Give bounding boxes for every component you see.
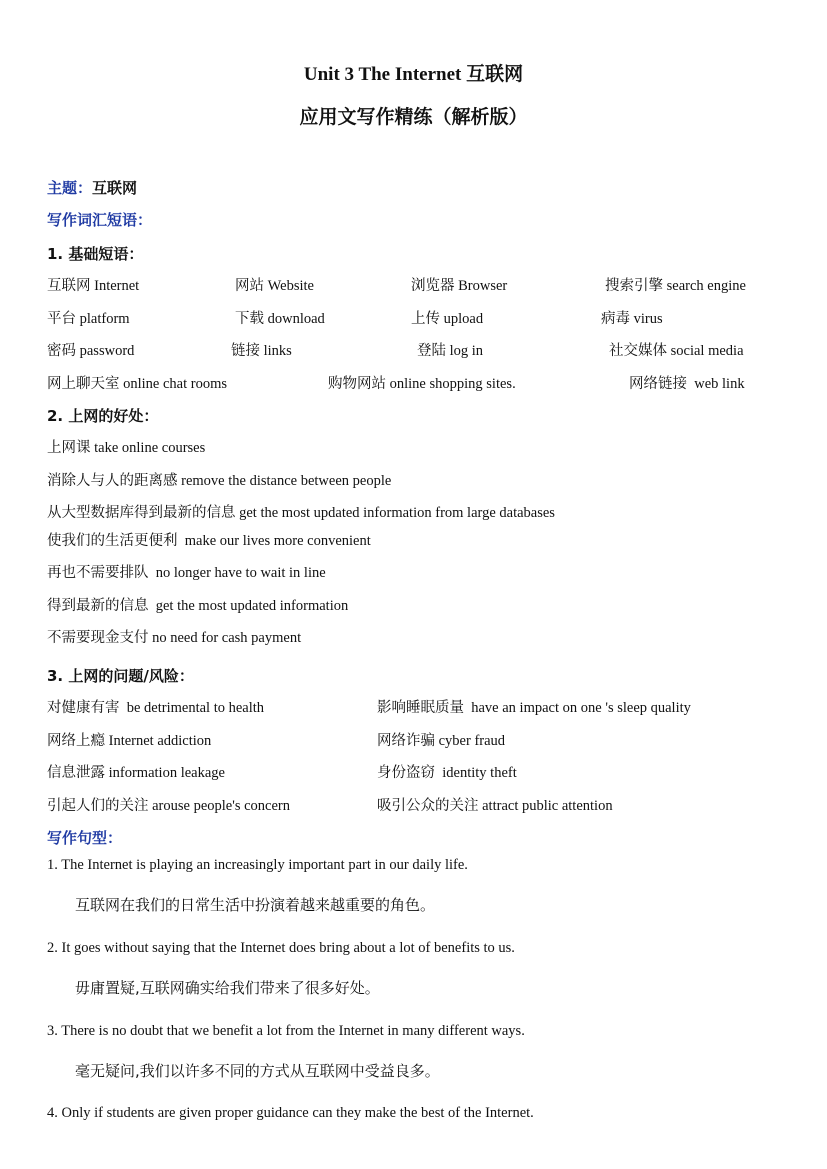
benefit-item — [47, 596, 348, 616]
phrase-zh: 引起人们的关注 — [47, 798, 149, 814]
sentence-zh: 毋庸置疑,互联网确实给我们带来了很多好处。 — [75, 979, 380, 997]
basic-phrase — [629, 374, 745, 394]
sentences-heading: 写作句型： — [47, 829, 123, 847]
document-subtitle: 应用文写作精练（解析版） — [299, 107, 528, 128]
basic-phrase — [47, 276, 139, 296]
phrase-en: no need for cash payment — [148, 630, 302, 646]
basic-phrase — [417, 341, 483, 361]
risk-phrase — [47, 796, 290, 816]
basic-phrase — [235, 309, 325, 329]
phrase-en: Browser — [454, 278, 508, 294]
phrase-en: no longer have to wait in line — [148, 565, 326, 581]
basic-phrase — [231, 341, 292, 361]
phrase-zh: 网络链接 — [629, 376, 687, 392]
basic-heading: 1. 基础短语： — [47, 245, 144, 263]
phrase-zh: 平台 — [47, 311, 76, 327]
risk-phrase — [377, 698, 691, 718]
benefit-item — [47, 628, 301, 648]
phrase-en: upload — [440, 311, 484, 327]
basic-phrase — [47, 374, 227, 394]
vocab-heading: 写作词汇短语： — [47, 211, 153, 229]
phrase-zh: 浏览器 — [411, 278, 455, 294]
phrase-en: search engine — [663, 278, 746, 294]
phrase-en: information leakage — [105, 765, 225, 781]
phrase-zh: 上网课 — [47, 440, 91, 456]
phrase-en: remove the distance between people — [177, 473, 392, 489]
document-title: Unit 3 The Internet 互联网 — [303, 64, 524, 85]
phrase-zh: 登陆 — [417, 343, 446, 359]
basic-phrase — [601, 309, 663, 329]
benefit-item — [47, 563, 326, 583]
phrase-en: log in — [446, 343, 484, 359]
phrase-en: online shopping sites. — [386, 376, 516, 392]
benefit-item — [47, 471, 391, 491]
risk-phrase — [47, 698, 264, 718]
sentence-en: 4. Only if students are given proper guidance can they make the best of the Internet. — [47, 1105, 534, 1121]
phrase-en: identity theft — [435, 765, 517, 781]
sentence-zh: 毫无疑问,我们以许多不同的方式从互联网中受益良多。 — [75, 1062, 440, 1080]
phrase-zh: 信息泄露 — [47, 765, 105, 781]
phrase-en: get the most updated information — [148, 598, 349, 614]
phrase-zh: 下载 — [235, 311, 264, 327]
phrase-en: social media — [667, 343, 744, 359]
phrase-en: take online courses — [90, 440, 206, 456]
phrase-zh: 病毒 — [601, 311, 630, 327]
phrase-en: attract public attention — [478, 798, 613, 814]
phrase-zh: 从大型数据库得到最新的信息 — [47, 505, 236, 521]
phrase-zh: 身份盗窃 — [377, 765, 435, 781]
phrase-zh: 网上聊天室 — [47, 376, 120, 392]
topic-value: 互联网 — [92, 179, 138, 197]
sentence-en: 2. It goes without saying that the Internet does bring about a lot of benefits to us. — [47, 940, 515, 956]
phrase-zh: 社交媒体 — [609, 343, 667, 359]
risk-phrase — [377, 796, 613, 816]
phrase-zh: 搜索引擎 — [605, 278, 663, 294]
phrase-zh: 购物网站 — [328, 376, 386, 392]
basic-phrase — [609, 341, 744, 361]
basic-phrase — [328, 374, 516, 394]
phrase-en: be detrimental to health — [119, 700, 265, 716]
topic-label: 主题： — [47, 179, 93, 197]
phrase-zh: 再也不需要排队 — [47, 565, 149, 581]
phrase-en: arouse people's concern — [148, 798, 291, 814]
phrase-en: Internet — [90, 278, 140, 294]
benefit-item — [47, 503, 555, 523]
phrase-en: download — [264, 311, 325, 327]
risk-phrase — [377, 763, 517, 783]
risks-heading: 3. 上网的问题/风险： — [47, 667, 194, 685]
basic-phrase — [47, 309, 130, 329]
phrase-en: Internet addiction — [105, 733, 212, 749]
risk-phrase — [47, 763, 225, 783]
basic-phrase — [47, 341, 134, 361]
phrase-zh: 得到最新的信息 — [47, 598, 149, 614]
phrase-en: online chat rooms — [119, 376, 228, 392]
benefit-item — [47, 438, 205, 458]
phrase-zh: 使我们的生活更便利 — [47, 533, 178, 549]
basic-phrase — [411, 309, 483, 329]
phrase-en: get the most updated information from large databases — [235, 505, 555, 521]
sentence-en: 1. The Internet is playing an increasingly important part in our daily life. — [47, 857, 468, 873]
phrase-en: platform — [76, 311, 130, 327]
risk-phrase — [47, 731, 211, 751]
topic-line — [47, 178, 137, 198]
basic-phrase — [235, 276, 314, 296]
phrase-en: make our lives more convenient — [177, 533, 371, 549]
basic-phrase — [411, 276, 507, 296]
sentence-zh: 互联网在我们的日常生活中扮演着越来越重要的角色。 — [75, 896, 436, 914]
phrase-zh: 对健康有害 — [47, 700, 120, 716]
basic-phrase — [605, 276, 746, 296]
phrase-zh: 互联网 — [47, 278, 91, 294]
phrase-zh: 网站 — [235, 278, 264, 294]
phrase-zh: 影响睡眠质量 — [377, 700, 464, 716]
phrase-zh: 消除人与人的距离感 — [47, 473, 178, 489]
risk-phrase — [377, 731, 505, 751]
phrase-zh: 上传 — [411, 311, 440, 327]
phrase-en: virus — [630, 311, 663, 327]
phrase-en: password — [76, 343, 135, 359]
phrase-zh: 吸引公众的关注 — [377, 798, 479, 814]
phrase-zh: 网络上瘾 — [47, 733, 105, 749]
phrase-zh: 密码 — [47, 343, 76, 359]
phrase-en: Website — [264, 278, 314, 294]
phrase-en: have an impact on one 's sleep quality — [464, 700, 691, 716]
phrase-en: links — [260, 343, 292, 359]
benefits-heading: 2. 上网的好处： — [47, 407, 159, 425]
sentence-en: 3. There is no doubt that we benefit a lot from the Internet in many different ways. — [47, 1023, 525, 1039]
benefit-item — [47, 531, 371, 551]
phrase-zh: 链接 — [231, 343, 260, 359]
phrase-en: web link — [687, 376, 745, 392]
phrase-en: cyber fraud — [435, 733, 506, 749]
phrase-zh: 网络诈骗 — [377, 733, 435, 749]
phrase-zh: 不需要现金支付 — [47, 630, 149, 646]
